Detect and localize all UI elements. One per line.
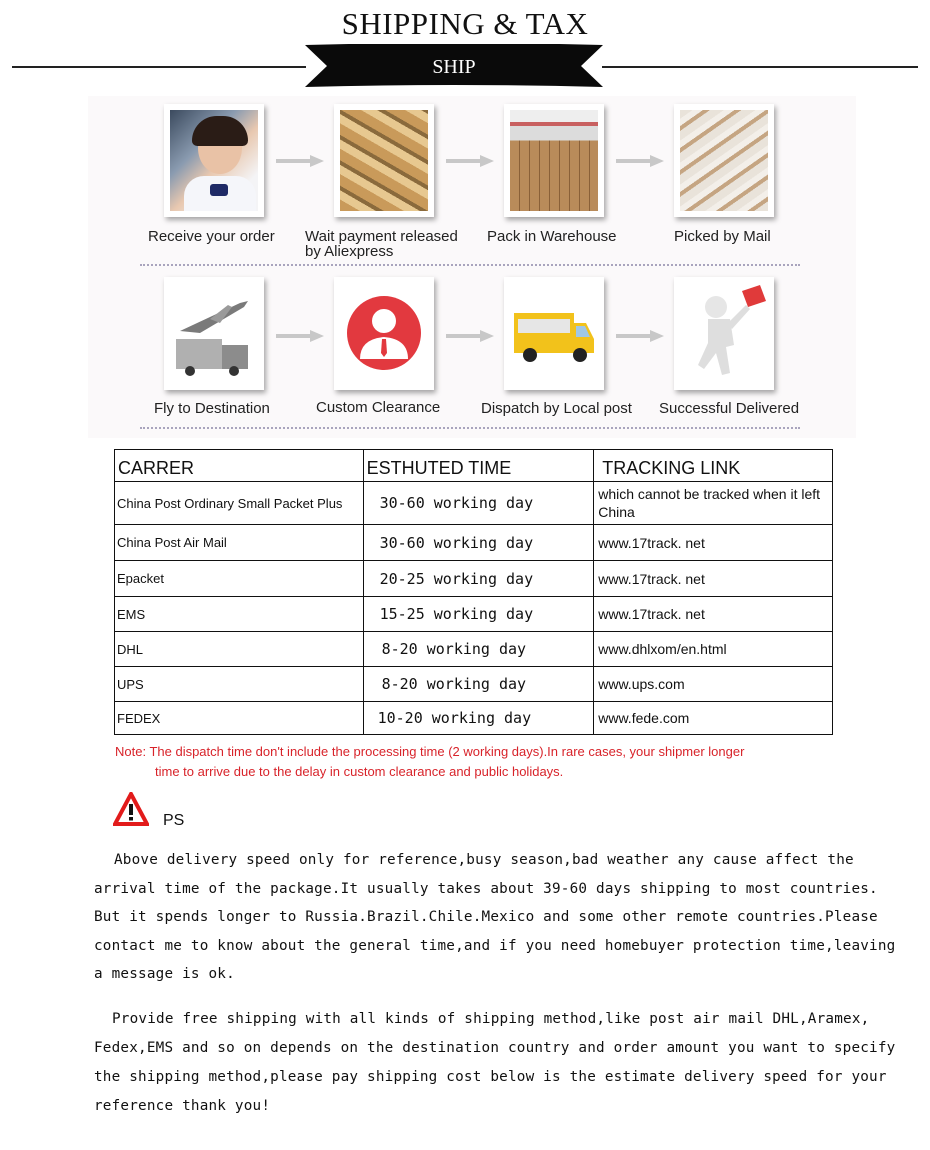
carrier-cell: UPS: [115, 667, 364, 702]
mail-sacks-photo: [674, 104, 774, 217]
arrow-right-icon: [276, 154, 324, 168]
tracking-link[interactable]: www.fede.com: [594, 702, 833, 735]
money-stacks-photo: [334, 104, 434, 217]
tracking-link[interactable]: www.dhlxom/en.html: [594, 632, 833, 667]
table-row: [115, 702, 833, 735]
tracking-link[interactable]: www.17track. net: [594, 525, 833, 561]
dotted-divider: [140, 264, 800, 266]
step-label: Pack in Warehouse: [487, 228, 617, 245]
warning-triangle-icon: [113, 792, 149, 826]
paragraph-line: Provide free shipping with all kinds of shipping method,like post air mail DHL,Aramex,: [112, 1011, 870, 1027]
free-shipping-paragraph: [94, 1005, 924, 1121]
carrier-cell: Epacket: [115, 561, 364, 597]
step-label: Picked by Mail: [674, 228, 771, 245]
column-header-tracking: TRACKING LINK: [594, 450, 833, 482]
paragraph-line: contact me to know about the general time,and if you need homebuyer protection time,leaving: [94, 937, 896, 954]
paragraph-line: But it spends longer to Russia.Brazil.Chile.Mexico and some other remote countries.Please: [94, 909, 878, 925]
airplane-truck-photo: [164, 277, 264, 390]
arrow-right-icon: [616, 154, 664, 168]
customs-officer-icon: [334, 277, 434, 390]
header-divider-left: [12, 66, 306, 68]
figure-with-envelope-photo: [674, 277, 774, 390]
arrow-right-icon: [446, 329, 494, 343]
paragraph-line: the shipping method,please pay shipping cost below is the estimate delivery speed for your: [94, 1069, 887, 1085]
paragraph-line: reference thank you!: [94, 1098, 271, 1114]
table-row: [115, 482, 833, 525]
arrow-right-icon: [616, 329, 664, 343]
step-label: Successful Delivered: [659, 400, 800, 417]
carrier-cell: China Post Ordinary Small Packet Plus: [115, 482, 364, 525]
carrier-cell: FEDEX: [115, 702, 364, 735]
column-header-carrier: CARRER: [115, 450, 364, 482]
table-row: [115, 525, 833, 561]
step-label: Wait payment released: [305, 228, 458, 245]
table-row: [115, 561, 833, 597]
shipping-process-panel: [88, 96, 856, 438]
paragraph-line: Fedex,EMS and so on depends on the destination country and order amount you want to specify: [94, 1040, 896, 1056]
arrow-right-icon: [276, 329, 324, 343]
step-label: Custom Clearance: [316, 399, 441, 416]
time-cell: 30-60 working day: [363, 525, 594, 561]
tracking-link[interactable]: www.ups.com: [594, 667, 833, 702]
time-cell: 20-25 working day: [363, 561, 594, 597]
time-cell: 10-20 working day: [363, 702, 594, 735]
paragraph-line: Above delivery speed only for reference,busy season,bad weather any cause affect the: [114, 852, 854, 868]
carrier-cell: DHL: [115, 632, 364, 667]
ribbon-label: SHIP: [432, 56, 476, 78]
ship-ribbon-banner: [305, 44, 603, 88]
page-title: SHIPPING & TAX: [341, 6, 589, 41]
shipping-carrier-table: [114, 449, 833, 735]
header-divider-right: [602, 66, 918, 68]
time-cell: 8-20 working day: [363, 632, 594, 667]
tracking-link[interactable]: www.17track. net: [594, 561, 833, 597]
arrow-right-icon: [446, 154, 494, 168]
ps-label: PS: [163, 812, 185, 829]
dispatch-note: [115, 742, 744, 782]
step-label: Receive your order: [148, 228, 275, 245]
column-header-time: ESTHUTED TIME: [363, 450, 594, 482]
tracking-link[interactable]: www.17track. net: [594, 597, 833, 632]
step-label-line2: by Aliexpress: [305, 243, 394, 260]
table-row: [115, 632, 833, 667]
delivery-van-photo: [504, 277, 604, 390]
time-cell: 8-20 working day: [363, 667, 594, 702]
note-line-1: Note: The dispatch time don't include the processing time (2 working days).In rare cases, your shipmer longer: [115, 744, 745, 759]
tracking-cell: which cannot be tracked when it left China: [594, 482, 833, 525]
note-line-2: time to arrive due to the delay in custom clearance and public holidays.: [155, 764, 564, 779]
table-header-row: [115, 450, 833, 482]
table-row: [115, 667, 833, 702]
step-label: Dispatch by Local post: [481, 400, 632, 417]
paragraph-line: a message is ok.: [94, 966, 235, 982]
carrier-cell: China Post Air Mail: [115, 525, 364, 561]
time-cell: 30-60 working day: [363, 482, 594, 525]
dotted-divider: [140, 427, 800, 429]
table-row: [115, 597, 833, 632]
warehouse-boxes-photo: [504, 104, 604, 217]
customer-service-photo: [164, 104, 264, 217]
carrier-cell: EMS: [115, 597, 364, 632]
paragraph-line: arrival time of the package.It usually takes about 39-60 days shipping to most countries.: [94, 880, 878, 897]
delivery-info-paragraph: [94, 846, 924, 989]
time-cell: 15-25 working day: [363, 597, 594, 632]
step-label: Fly to Destination: [154, 400, 270, 417]
